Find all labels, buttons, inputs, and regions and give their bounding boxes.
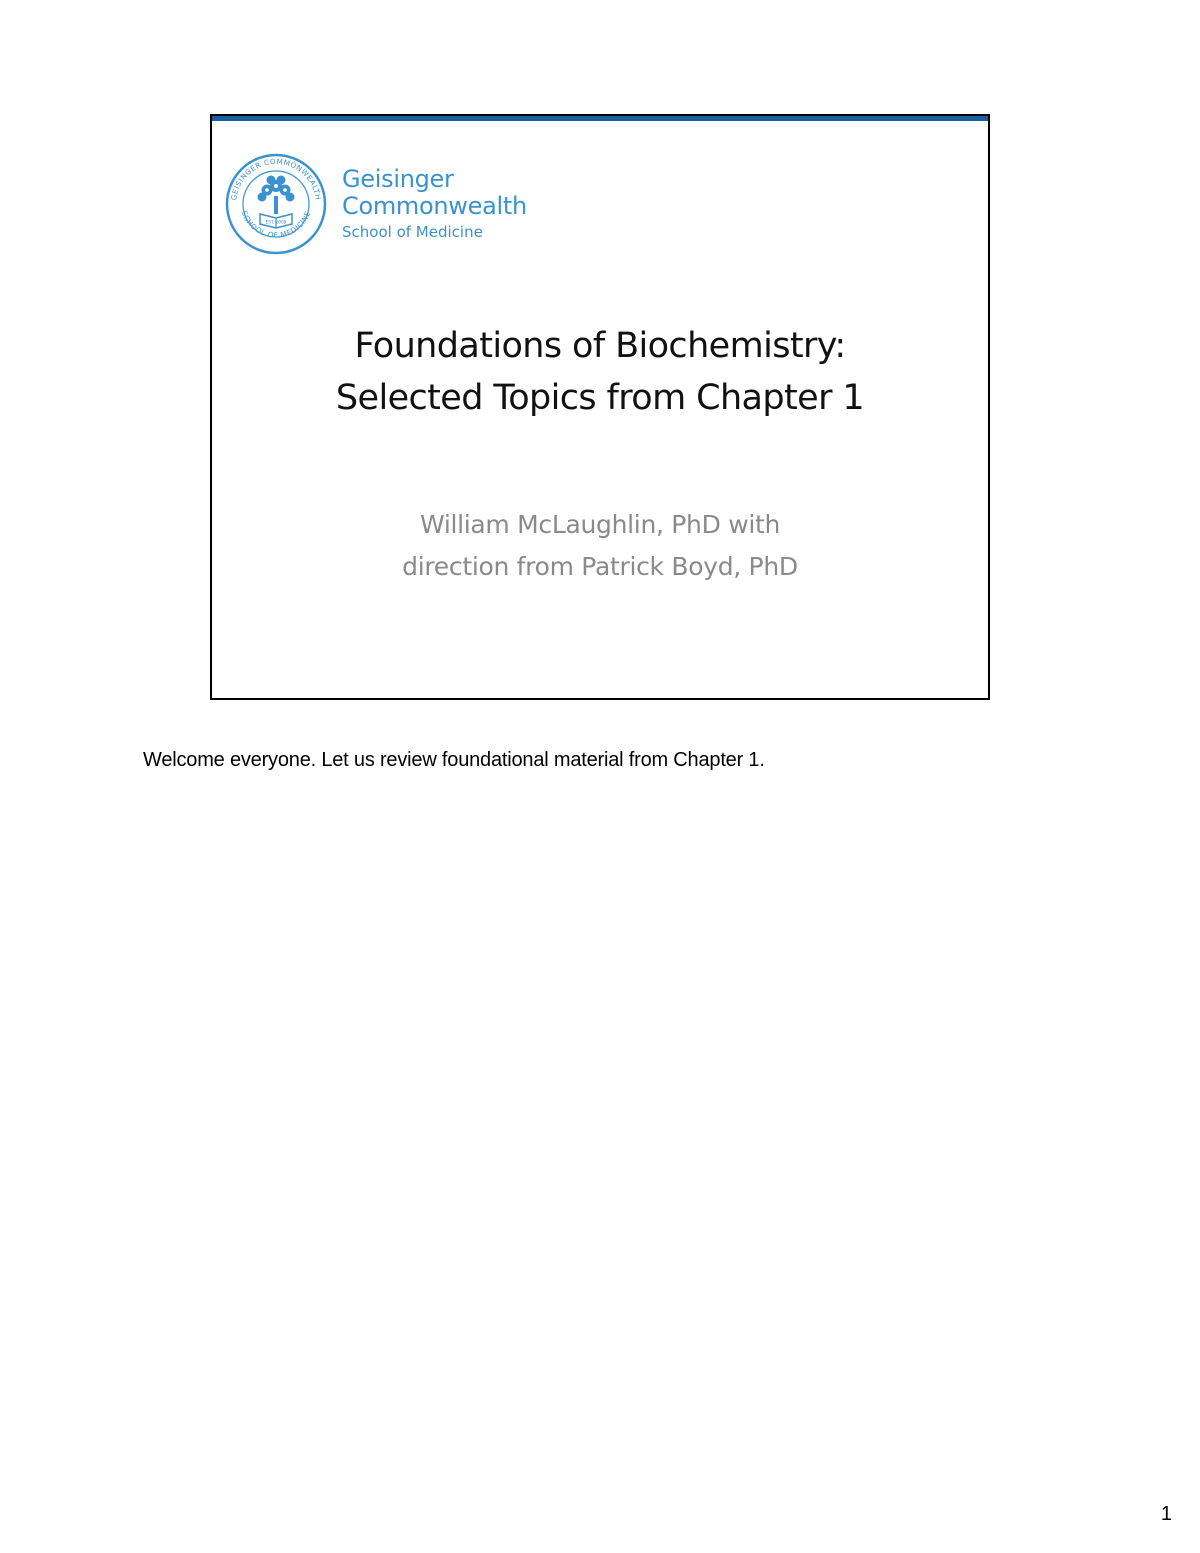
- svg-text:GEISINGER COMMONWEALTH: GEISINGER COMMONWEALTH: [229, 156, 323, 201]
- school-logo: [224, 152, 527, 256]
- slide-accent-bar: [212, 116, 988, 121]
- slide-title: [212, 320, 988, 424]
- logo-line-geisinger: Geisinger: [342, 164, 454, 193]
- slide-subtitle-line-1: William McLaughlin, PhD with: [419, 510, 781, 539]
- school-seal-icon: [224, 152, 328, 256]
- slide-thumbnail: [210, 114, 990, 700]
- svg-text:SCHOOL OF MEDICINE: SCHOOL OF MEDICINE: [239, 209, 313, 240]
- slide-title-line-1: Foundations of Biochemistry:: [354, 326, 846, 366]
- logo-wordmark: [342, 166, 527, 243]
- slide-title-line-2: Selected Topics from Chapter 1: [335, 378, 865, 418]
- slide-subtitle-line-2: direction from Patrick Boyd, PhD: [402, 552, 798, 581]
- logo-line-commonwealth: Commonwealth: [342, 191, 527, 220]
- svg-text:EST. 2008: EST. 2008: [265, 219, 287, 225]
- page-number: 1: [1160, 1503, 1172, 1525]
- speaker-notes: Welcome everyone. Let us review foundational material from Chapter 1.: [143, 749, 765, 771]
- slide-subtitle: [212, 504, 988, 588]
- logo-line-school: School of Medicine: [342, 222, 483, 241]
